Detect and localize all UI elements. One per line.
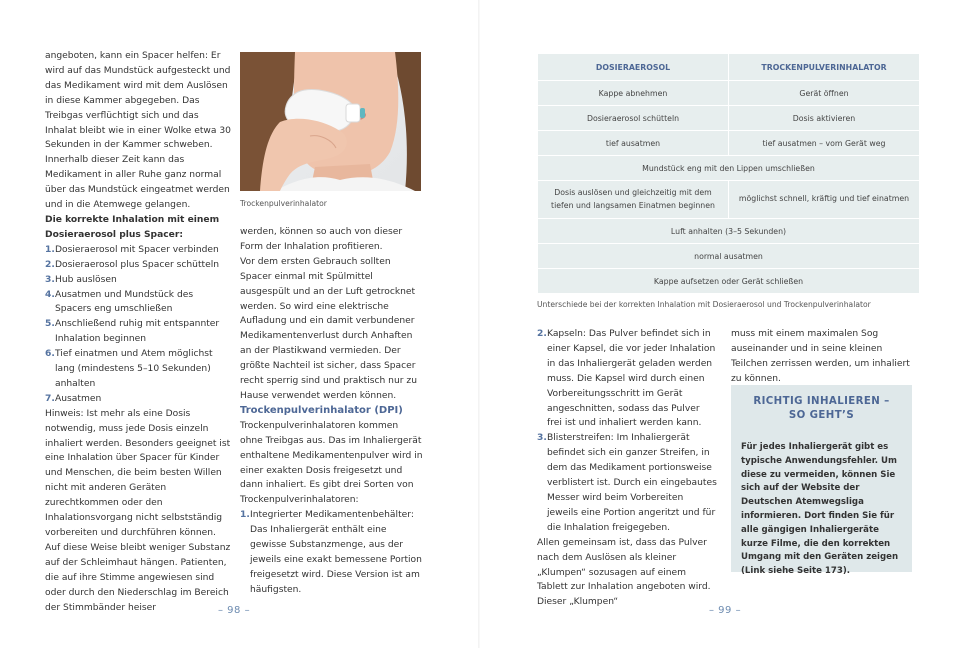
table-cell: Dosis auslösen und gleichzeitig mit dem tiefen und langsamen Einatmen beginnen [538, 181, 729, 219]
table-cell: tief ausatmen – vom Gerät weg [729, 131, 920, 156]
page-number-left: – 98 – [218, 605, 251, 616]
table-cell: normal ausatmen [538, 244, 920, 269]
list-item: 5. Anschließend ruhig mit entspannter Inhalation beginnen [45, 319, 220, 345]
page-number-right: – 99 – [709, 605, 742, 616]
book-gutter [478, 0, 480, 648]
spacer-benefit-text: werden, können so auch von dieser Form der Inhalation profitieren. [240, 227, 403, 252]
table-cell: Dosis aktivieren [729, 106, 920, 131]
inhaler-photo [240, 52, 421, 191]
list-item: 4. Ausatmen und Mundstück des Spacers eng umschließen [45, 289, 194, 315]
list-item: 7. Ausatmen [45, 393, 102, 404]
dpi-types-list [240, 508, 423, 597]
list-item: 1. Integrierter Medikamentenbehälter: Das Inhaliergerät enthält eine gewisse Substanzmenge, aus der jeweils eine exakt bemessene Portion freigesetzt wird. Diese Version ist am häufigsten. [240, 510, 422, 595]
spacer-steps-list [45, 243, 232, 407]
table-header-row [538, 54, 920, 81]
table-row [538, 131, 920, 156]
table-cell: Luft anhalten (3–5 Sekunden) [538, 219, 920, 244]
table-cell: tief ausatmen [538, 131, 729, 156]
dpi-continuation-text: muss mit einem maximalen Sog auseinander und in seine kleinen Teilchen zerrissen werden, um inhaliert zu können. [731, 329, 910, 384]
spacer-cleaning-text: Vor dem ersten Gebrauch sollten Spacer einmal mit Spülmittel ausgespült und an der Luft getrocknet werden. So wird eine elektrische Aufladung und ein damit verbundener Medikamentenverlust durch Anhaften an der Plastikwand vermieden. Der größte Nachteil ist sicher, dass Spacer recht sperrig sind und praktisch nur zu Hause verwendet werden können. [240, 256, 417, 401]
column-header-trockenpulverinhalator: TROCKENPULVERINHALATOR [729, 54, 920, 81]
table-row [538, 269, 920, 294]
tip-box [731, 385, 912, 577]
right-column-1 [537, 327, 717, 610]
table-row [538, 106, 920, 131]
table-cell: möglichst schnell, kräftig und tief einatmen [729, 181, 920, 219]
dpi-types-list-continued [537, 327, 717, 536]
spacer-inhalation-heading: Die korrekte Inhalation mit einem Dosieraerosol plus Spacer: [45, 214, 220, 240]
dpi-heading: Trockenpulverinhalator (DPI) [240, 404, 403, 416]
table-row [538, 181, 920, 219]
left-column-1 [45, 49, 232, 615]
woman-using-inhaler-illustration [240, 52, 421, 191]
table-cell: Gerät öffnen [729, 81, 920, 106]
dpi-intro-text: Trockenpulverinhalatoren kommen ohne Treibgas aus. Das im Inhaliergerät enthaltene Medikamentenpulver wird in einer exakten Dosis freigesetzt und dann inhaliert. Es gibt drei Sorten von Trockenpulverinhalatoren: [240, 420, 423, 506]
spacer-note-text: Hinweis: Ist mehr als eine Dosis notwendig, muss jede Dosis einzeln inhaliert werden. Besonders geeignet ist eine Inhalation über Spacer für Kinder und Menschen, die beim besten Willen nicht mit anderen Geräten zurechtkommen oder den Inhalationsvorgang nicht selbstständig vorbereiten und durchführen können. Auf diese Weise bleibt weniger Substanz auf der Schleimhaut hängen. Patienten, die auf ihre Stimme angewiesen sind oder durch den Niederschlag im Bereich der Stimmbänder heiser [45, 408, 231, 613]
table-row [538, 219, 920, 244]
list-item: 6. Tief einatmen und Atem möglichst lang (mindestens 5–10 Sekunden) anhalten [45, 349, 213, 389]
table-row [538, 244, 920, 269]
list-item: 1. Dosieraerosol mit Spacer verbinden [45, 244, 219, 255]
tip-box-title: RICHTIG INHALIEREN – SO GEHT’S [753, 396, 890, 421]
spacer-intro-text: angeboten, kann ein Spacer helfen: Er wird auf das Mundstück aufgesteckt und das Medikament wird mit dem Auslösen in diese Kammer abgegeben. Das Treibgas verflüchtigt sich und das Inhalat bleibt wie in einer Wolke etwa 30 Sekunden in der Kammer schweben. Innerhalb dieser Zeit kann das Medikament in aller Ruhe ganz normal über das Mundstück eingeatmet werden und in die Atemwege gelangen. [45, 51, 231, 211]
tip-box-body: Für jedes Inhaliergerät gibt es typische Anwendungsfehler. Um diese zu vermeiden, können Sie sich auf der Website der Deutschen Atemwegsliga informieren. Dort finden Sie für alle gängigen Inhaliergeräte kurze Filme, die den korrekten Umgang mit den Geräten zeigen (Link siehe Seite 173). [741, 442, 899, 577]
table-cell: Kappe abnehmen [538, 81, 729, 106]
left-column-2 [240, 225, 423, 598]
table-cell: Dosieraerosol schütteln [538, 106, 729, 131]
list-item: 3. Hub auslösen [45, 274, 117, 285]
photo-caption: Trockenpulverinhalator [240, 199, 327, 208]
table-row [538, 156, 920, 181]
list-item: 3. Blisterstreifen: Im Inhaliergerät befindet sich ein ganzer Streifen, in dem das Medikament portionsweise verblistert ist. Durch ein eingebautes Messer wird beim Vorbereiten jeweils eine Portion angeritzt und für die Inhalation freigegeben. [537, 433, 717, 533]
table-cell: Mundstück eng mit den Lippen umschließen [538, 156, 920, 181]
list-item: 2. Dosieraerosol plus Spacer schütteln [45, 259, 220, 270]
right-column-2 [731, 327, 914, 387]
dpi-summary-text: Allen gemeinsam ist, dass das Pulver nach dem Auslösen als kleiner „Klumpen“ sozusagen auf einem Tablett zur Inhalation angeboten wird. Dieser „Klumpen“ [537, 537, 711, 608]
table-row [538, 81, 920, 106]
table-cell: Kappe aufsetzen oder Gerät schließen [538, 269, 920, 294]
column-header-dosieraerosol: DOSIERAEROSOL [538, 54, 729, 81]
inhalation-comparison-table [537, 53, 920, 294]
list-item: 2. Kapseln: Das Pulver befindet sich in einer Kapsel, die vor jeder Inhalation in das Inhaliergerät geladen werden muss. Die Kapsel wird durch einen Vorbereitungsschritt im Gerät angeschnitten, sodass das Pulver frei ist und inhaliert werden kann. [537, 329, 716, 429]
table-caption: Unterschiede bei der korrekten Inhalation mit Dosieraerosol und Trockenpulverinhalator [537, 300, 871, 309]
